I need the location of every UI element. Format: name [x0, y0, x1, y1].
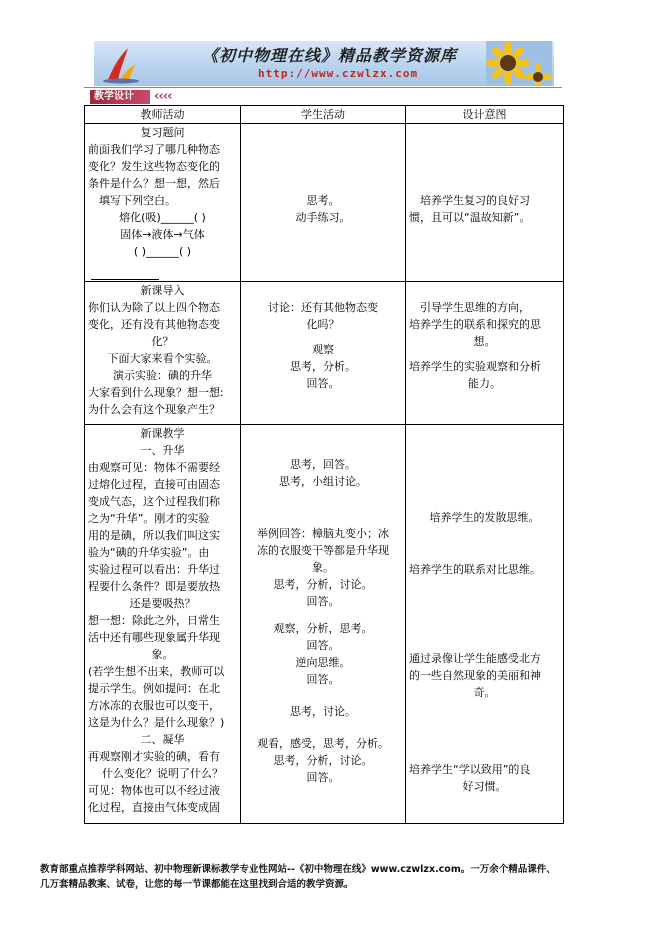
- chevron-left-icon: ‹‹‹‹: [154, 89, 172, 104]
- text-line: 验为“碘的升华实验”。由: [88, 546, 210, 559]
- teacher-activity-intro: [85, 282, 240, 418]
- text-line: 思考，分析。: [290, 360, 356, 373]
- text-line: 象。: [312, 561, 334, 574]
- text-line: (若学生想不出来，教师可以: [88, 665, 225, 678]
- divider: [91, 279, 159, 280]
- text-line: 下面大家来看个实验。: [107, 352, 218, 365]
- teacher-heading: 新课导入: [140, 284, 185, 297]
- text-line: 变化？发生这些物态变化的: [88, 160, 220, 173]
- text-line: 用的是碘，所以我们叫这实: [88, 529, 220, 542]
- footer-line: 教育部重点推荐学科网站、初中物理新课标教学专业性网站--《初中物理在线》www.czwlzx.com。一万余个精品课件、: [40, 864, 556, 875]
- formula-line: 熔化(吸)______( ): [119, 211, 206, 224]
- text-line: 举例回答：樟脑丸变小；冰: [257, 527, 389, 540]
- text-line: 的一些自然现象的美丽和神: [409, 669, 541, 682]
- table-header-row: [85, 106, 564, 124]
- site-logo-icon: [98, 44, 144, 84]
- table-row: [85, 425, 564, 824]
- text-line: 回答。: [306, 771, 340, 784]
- banner-title: 《初中物理在线》精品教学资源库: [202, 46, 458, 65]
- text-line: 再观察刚才实验的碘，看有: [88, 750, 220, 763]
- text-line: 想。: [473, 335, 496, 348]
- text-line: 什么变化？说明了什么？: [102, 767, 223, 780]
- text-line: 象。: [151, 648, 174, 661]
- text-line: 培养学生的联系和探究的思: [409, 318, 541, 331]
- design-intent-new-lesson: [406, 425, 563, 795]
- text-line: 回答。: [306, 377, 340, 390]
- text-line: 变成气态，这个过程我们称: [88, 495, 220, 508]
- text-line: 提示学生。例如提问：在北: [88, 682, 220, 695]
- text-line: 为什么会有这个现象产生？: [88, 403, 220, 416]
- text-line: 实验过程可以看出：升华过: [88, 563, 220, 576]
- text-line: 程要什么条件？即是要放热: [88, 580, 220, 593]
- teacher-activity-new-lesson: [85, 425, 240, 816]
- text-line: 能力。: [468, 377, 501, 390]
- text-line: 化？: [151, 335, 174, 348]
- text-line: 方冰冻的衣服也可以变干，: [88, 699, 220, 712]
- table-row: [85, 124, 564, 282]
- text-line: 思考，分析，讨论。: [273, 754, 373, 767]
- banner-url[interactable]: http://www.czwlzx.com: [258, 67, 419, 80]
- design-intent-review: [406, 124, 563, 226]
- student-activity-new-lesson: [241, 425, 405, 786]
- header-student: 学生活动: [241, 106, 406, 124]
- subheading: 一、升华: [140, 444, 185, 457]
- student-activity-review: [241, 124, 405, 226]
- text-line: 过熔化过程，直接可由固态: [88, 478, 220, 491]
- header-intent: 设计意图: [406, 106, 564, 124]
- teacher-activity-review: [85, 124, 240, 281]
- footer-line: 几万套精品教案、试卷，让您的每一节课都能在这里找到合适的教学资源。: [40, 879, 354, 890]
- text-line: 大家看到什么现象？想一想:: [88, 386, 224, 399]
- teacher-heading: 复习题问: [140, 126, 185, 139]
- text-line: 前面我们学习了哪几种物态: [88, 143, 220, 156]
- text-line: 回答。: [306, 595, 340, 608]
- text-line: 可见：物体也可以不经过液: [88, 784, 220, 797]
- text-line: 惯，且可以“温故知新”。: [409, 211, 531, 224]
- text-line: 之为“升华”。刚才的实验: [88, 512, 210, 525]
- text-line: 观看，感受，思考，分析。: [257, 737, 389, 750]
- text-line: 培养学生“学以致用”的良: [409, 763, 531, 776]
- site-banner: [94, 41, 554, 86]
- text-line: 冻的衣服变干等都是升华现: [257, 544, 389, 557]
- text-line: 活中还有哪些现象属升华现: [88, 631, 220, 644]
- text-line: 引导学生思维的方向，: [420, 301, 530, 314]
- text-line: 这是为什么？是什么现象？): [88, 716, 225, 729]
- header-teacher: 教师活动: [85, 106, 241, 124]
- text-line: 逆向思维。: [295, 656, 351, 669]
- text-line: 填写下列空白。: [99, 194, 176, 207]
- formula-line: ( )______( ): [133, 245, 192, 258]
- section-tag: 教学设计: [90, 90, 150, 104]
- text-line: 观察，分析，思考。: [273, 622, 373, 635]
- subheading: 二、凝华: [140, 733, 185, 746]
- text-line: 化吗？: [306, 318, 340, 331]
- text-line: 通过录像让学生能感受北方: [409, 652, 541, 665]
- text-line: 动手练习。: [295, 211, 351, 224]
- text-line: 思考。: [306, 194, 340, 207]
- text-line: 回答。: [306, 639, 340, 652]
- text-line: 好习惯。: [462, 780, 507, 793]
- teacher-heading: 新课教学: [140, 427, 185, 440]
- text-line: 培养学生的联系对比思维。: [409, 563, 541, 576]
- text-line: 条件是什么？想一想，然后: [88, 177, 220, 190]
- text-line: 培养学生复习的良好习: [420, 194, 530, 207]
- design-intent-intro: [406, 282, 563, 392]
- text-line: 演示实验：碘的升华: [113, 369, 212, 382]
- page-footer: [40, 862, 640, 892]
- text-line: 培养学生的实验观察和分析: [409, 360, 541, 373]
- formula-line: 固体→液体→气体: [120, 228, 205, 241]
- text-line: 想一想：除此之外，日常生: [88, 614, 220, 627]
- text-line: 回答。: [306, 673, 340, 686]
- table-row: [85, 282, 564, 425]
- text-line: 思考，小组讨论。: [279, 475, 367, 488]
- text-line: 由观察可见：物体不需要经: [88, 461, 220, 474]
- text-line: 思考，讨论。: [290, 705, 356, 718]
- text-line: 你们认为除了以上四个物态: [88, 301, 220, 314]
- student-activity-intro: [241, 282, 405, 392]
- sunflower-icon: [486, 41, 552, 86]
- text-line: 观察: [312, 343, 334, 356]
- text-line: 还是要吸热？: [129, 597, 196, 610]
- lesson-table: [84, 105, 564, 824]
- text-line: 变化，还有没有其他物态变: [88, 318, 220, 331]
- text-line: 培养学生的发散思维。: [429, 511, 540, 524]
- text-line: 讨论：还有其他物态变: [268, 301, 378, 314]
- text-line: 化过程，直接由气体变成固: [88, 801, 220, 814]
- text-line: 思考，分析，讨论。: [273, 578, 373, 591]
- header-rule: [84, 87, 562, 88]
- text-line: 思考，回答。: [290, 458, 356, 471]
- text-line: 奇。: [473, 686, 496, 699]
